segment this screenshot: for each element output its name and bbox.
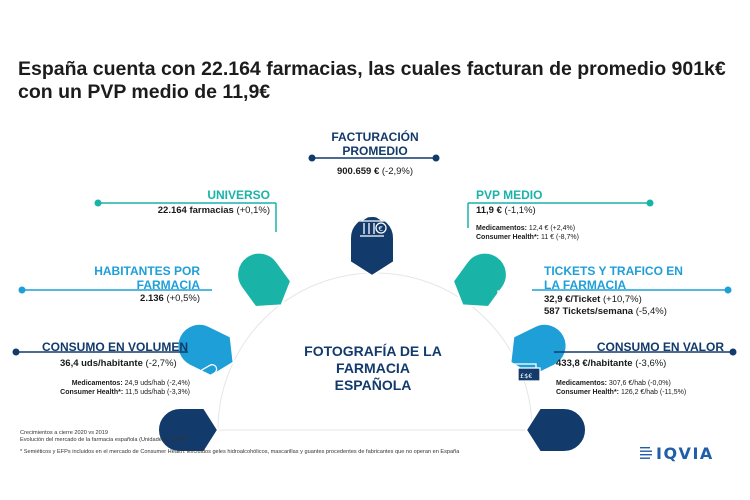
facturacion-label-2: PROMEDIO bbox=[342, 144, 408, 158]
valor-value bbox=[556, 358, 726, 370]
footer-note-1: Crecimientos a cierre 2020 vs 2019 bbox=[20, 430, 108, 436]
pvp-amount: 11,9 € bbox=[476, 205, 502, 216]
pvp-change: (-1,1%) bbox=[504, 205, 536, 216]
tickets-values bbox=[544, 294, 734, 318]
footer-note-3: * Semiéticos y EFPs incluidos en el mercado de Consumer Health. Excluidos geles hidroalcohólicos, mascarillas y guantes procedentes de fabricantes que no operan en España bbox=[20, 449, 460, 455]
facturacion-change: (-2,9%) bbox=[381, 166, 414, 177]
volumen-ch-label: Consumer Health*: bbox=[60, 389, 124, 396]
tickets-label-2: LA FARMACIA bbox=[544, 278, 627, 292]
svg-text:$: $ bbox=[502, 304, 506, 311]
habitantes-value bbox=[60, 293, 200, 305]
petal-facturacion bbox=[350, 216, 394, 276]
center-line-1: FOTOGRAFÍA DE LA bbox=[304, 343, 442, 359]
universo-label: UNIVERSO bbox=[207, 188, 270, 202]
svg-text:£$€: £$€ bbox=[520, 372, 533, 380]
center-line-3: ESPAÑOLA bbox=[334, 377, 412, 393]
valor-med-label: Medicamentos: bbox=[556, 380, 607, 387]
pvp-ch-label: Consumer Health*: bbox=[476, 234, 540, 241]
title-line-2: con un PVP medio de 11,9€ bbox=[18, 81, 271, 103]
pvp-value bbox=[476, 205, 646, 217]
tickets-value-1: 32,9 €/Ticket bbox=[544, 294, 601, 305]
volumen-label: CONSUMO EN VOLUMEN bbox=[42, 340, 189, 354]
facturacion-block bbox=[300, 130, 450, 158]
universo-change: (+0,1%) bbox=[236, 205, 270, 216]
receipt-icon bbox=[498, 291, 512, 312]
tickets-change-1: (+10,7%) bbox=[602, 294, 642, 305]
volumen-amount: 36,4 uds/habitante bbox=[60, 358, 143, 369]
tickets-label bbox=[544, 264, 734, 292]
pvp-ch-value: 11 € (-8,7%) bbox=[540, 234, 579, 241]
habitantes-label bbox=[60, 264, 200, 292]
petal-volumen bbox=[158, 408, 218, 452]
facturacion-label-1: FACTURACIÓN bbox=[331, 130, 419, 144]
title-line-1: España cuenta con 22.164 farmacias, las cuales facturan de promedio 901k€ bbox=[18, 58, 726, 80]
iqvia-logo-icon bbox=[640, 446, 654, 459]
currency-ticket-icon bbox=[436, 232, 462, 254]
medicine-bottle-icon bbox=[286, 238, 305, 253]
tickets-value-2: 587 Tickets/semana bbox=[544, 306, 634, 317]
svg-text:£$€: £$€ bbox=[443, 242, 457, 250]
valor-med-value: 307,6 €/hab (-0,0%) bbox=[608, 380, 671, 387]
tickets-change-2: (-5,4%) bbox=[635, 306, 667, 317]
facturacion-amount: 900.659 € bbox=[336, 166, 380, 177]
pvp-med-value: 12,4 € (+2,4%) bbox=[528, 225, 576, 232]
valor-breakdown bbox=[556, 379, 736, 397]
volumen-med-value: 24,9 uds/hab (-2,4%) bbox=[124, 380, 190, 387]
universo-value bbox=[100, 205, 270, 217]
center-line-2: FARMACIA bbox=[336, 360, 410, 376]
people-group-icon bbox=[228, 297, 252, 313]
pvp-breakdown bbox=[476, 224, 646, 242]
habitantes-change: (+0,5%) bbox=[166, 293, 200, 304]
iqvia-logo: IQVIA bbox=[656, 444, 714, 463]
pvp-med-label: Medicamentos: bbox=[476, 225, 527, 232]
volumen-change: (-2,7%) bbox=[145, 358, 177, 369]
valor-ch-label: Consumer Health*: bbox=[556, 389, 620, 396]
volumen-med-label: Medicamentos: bbox=[71, 380, 123, 387]
petal-valor bbox=[526, 408, 586, 452]
tickets-label-1: TICKETS Y TRAFICO EN bbox=[544, 264, 683, 278]
center-title bbox=[268, 343, 478, 394]
habitantes-amount: 2.136 bbox=[140, 293, 164, 304]
valor-amount: 433,8 €/habitante bbox=[556, 358, 633, 369]
volumen-ch-value: 11,5 uds/hab (-3,3%) bbox=[125, 389, 190, 396]
habitantes-label-2: FARMACIA bbox=[136, 278, 200, 292]
valor-label: CONSUMO EN VALOR bbox=[596, 340, 724, 354]
valor-change: (-3,6%) bbox=[635, 358, 667, 369]
volumen-value bbox=[60, 358, 210, 370]
habitantes-label-1: HABITANTES POR bbox=[94, 264, 200, 278]
facturacion-value bbox=[300, 166, 450, 178]
pvp-label: PVP MEDIO bbox=[476, 188, 543, 202]
universo-amount: 22.164 farmacias bbox=[157, 205, 234, 216]
footer-note-2: Evolución del mercado de la farmacia española (Unidades y € PVP) bbox=[20, 437, 189, 443]
valor-ch-value: 126,2 €/hab (-11,5%) bbox=[620, 389, 687, 396]
svg-text:€: € bbox=[378, 225, 383, 233]
volumen-breakdown bbox=[40, 379, 190, 397]
